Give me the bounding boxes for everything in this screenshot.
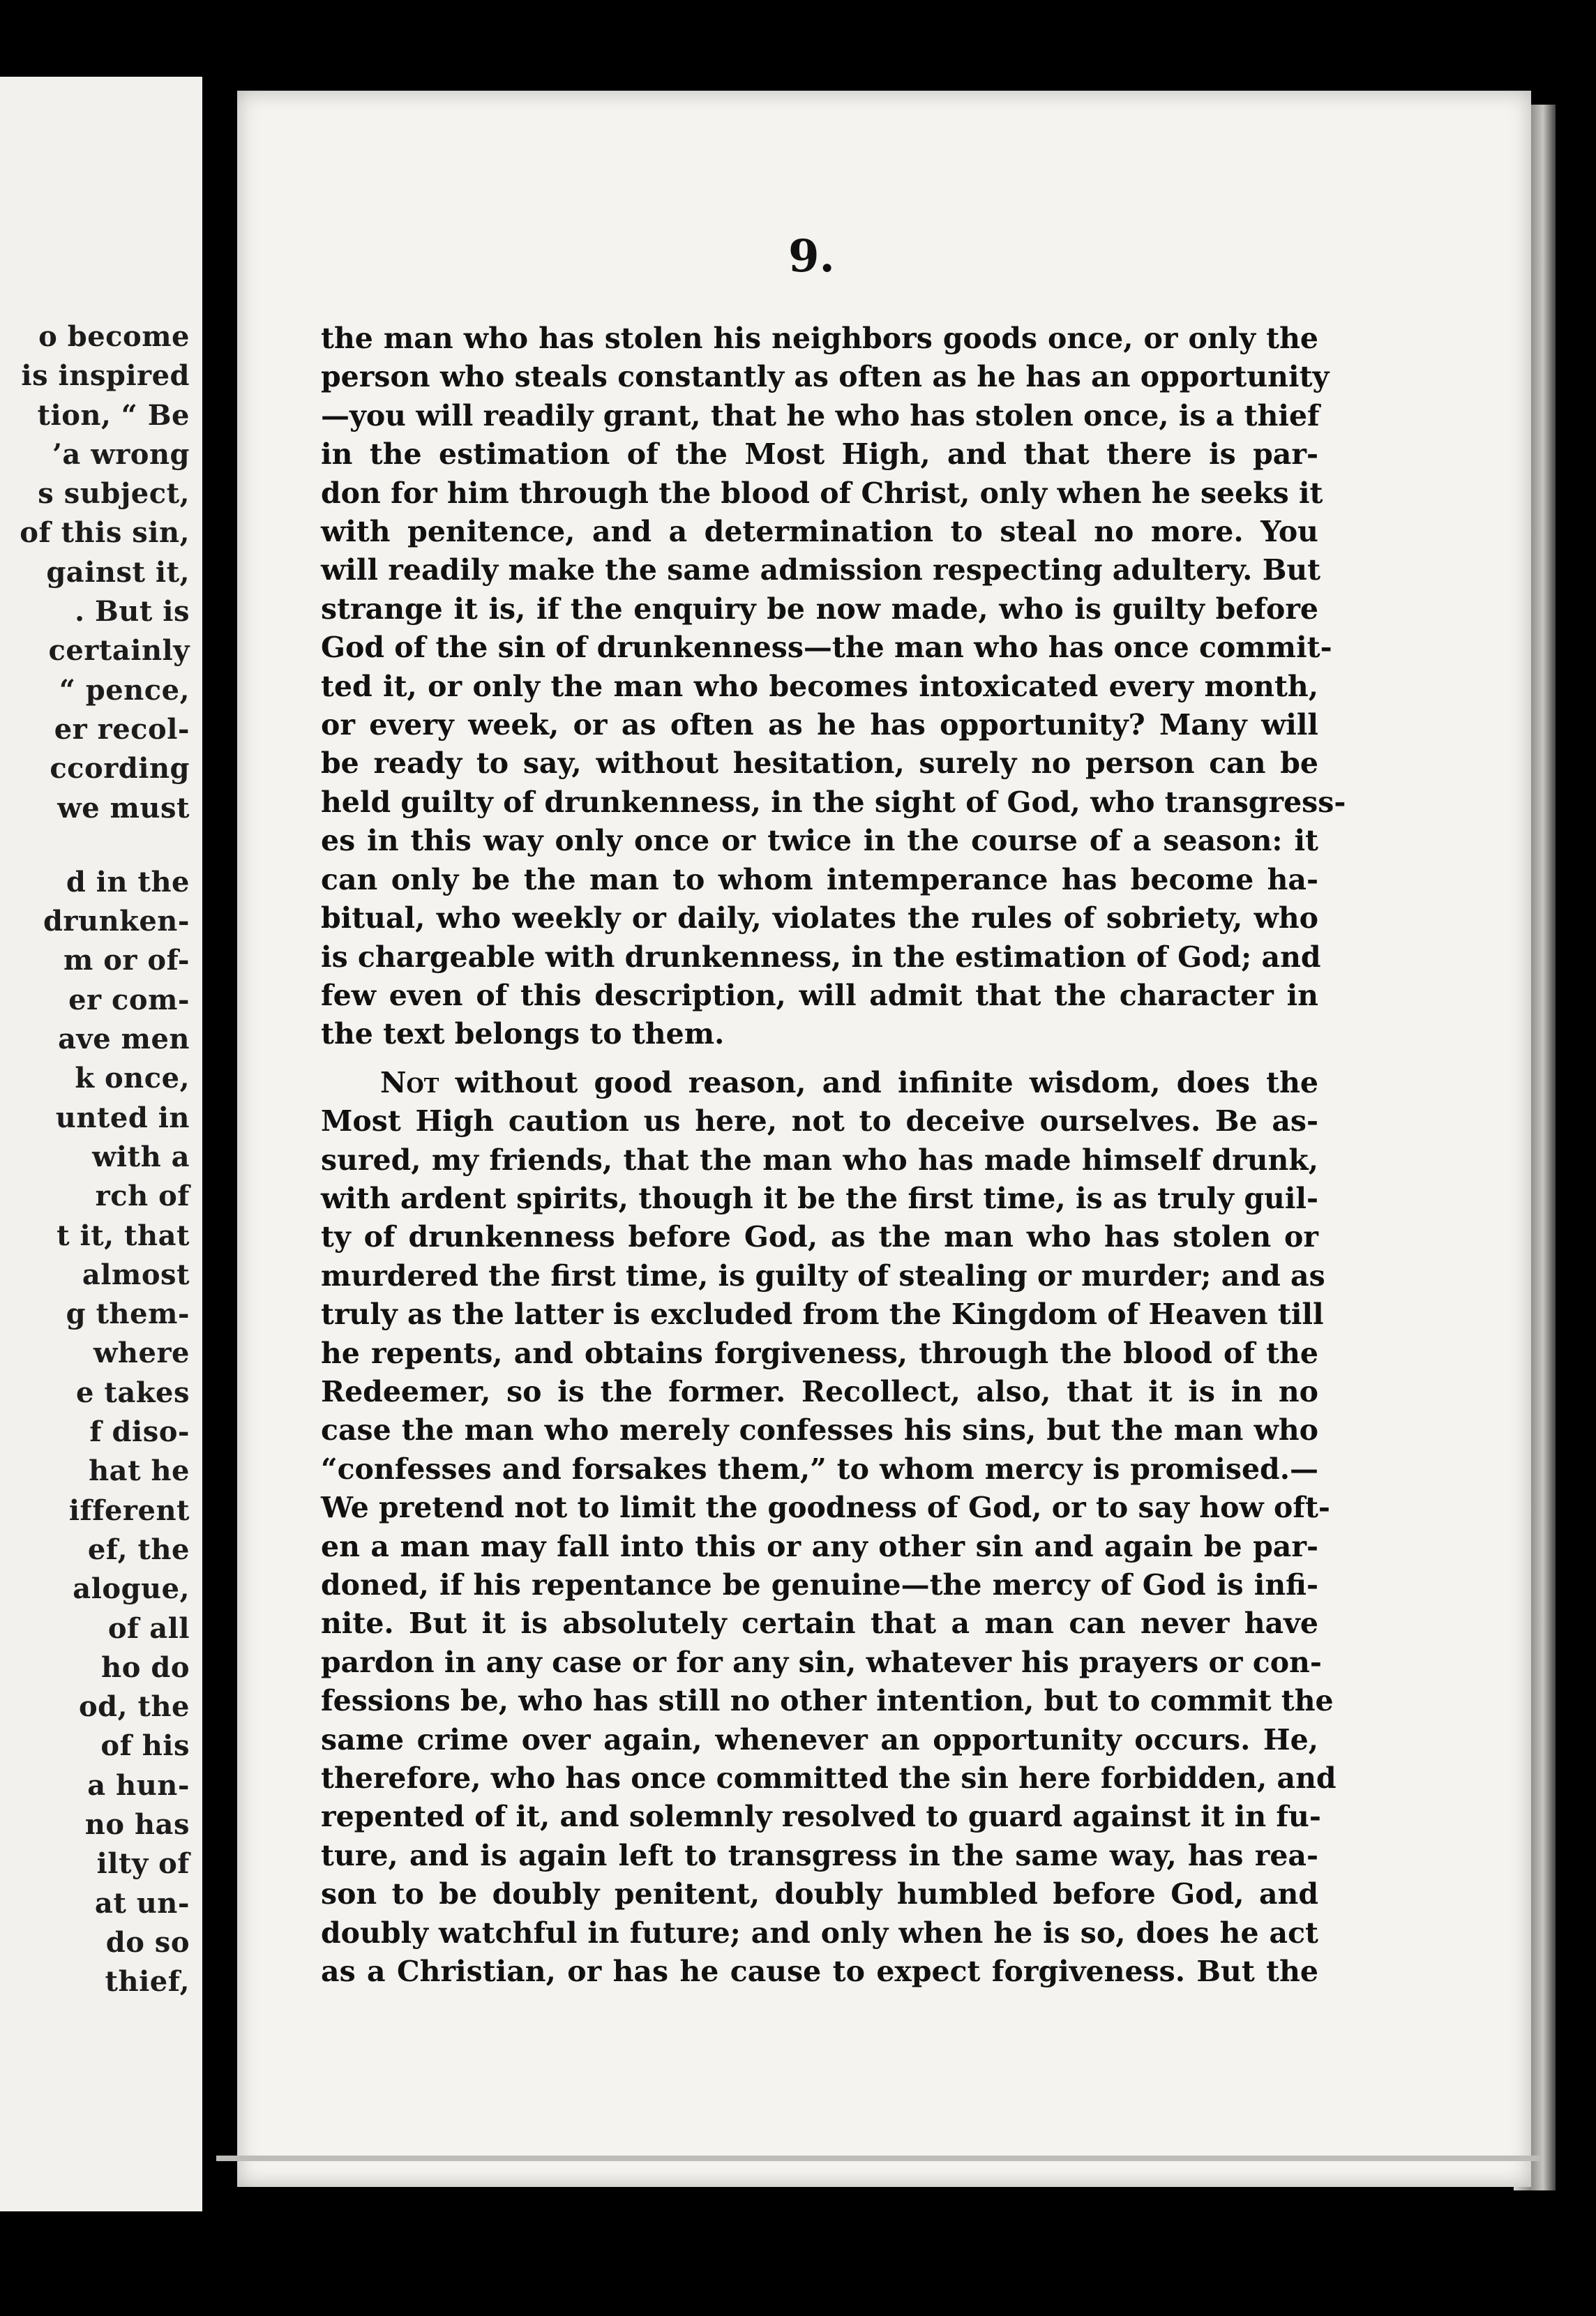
left-line-b-24: a hun- bbox=[87, 1768, 190, 1802]
p2-line-3: with ardent spirits, though it be the first time, is as truly guil- bbox=[321, 1181, 1318, 1215]
p1-line-4: in the estimation of the Most High, and that there is par- bbox=[321, 437, 1318, 472]
left-line-b-29: thief, bbox=[105, 1965, 190, 1999]
p2-line-7: he repents, and obtains forgiveness, through the blood of the bbox=[321, 1336, 1318, 1370]
p2-line-19: repented of it, and solemnly resolved to guard against it in fu- bbox=[321, 1800, 1321, 1834]
p2-line-12: en a man may fall into this or any other sin and again be par- bbox=[321, 1529, 1318, 1563]
page-number: 9. bbox=[788, 230, 835, 283]
left-line-b-20: of all bbox=[107, 1611, 190, 1645]
left-line-b-6: k once, bbox=[75, 1062, 190, 1095]
left-line-b-15: f diso- bbox=[89, 1415, 190, 1449]
left-line-b-1: d in the bbox=[66, 865, 190, 898]
left-line-a-13: we must bbox=[57, 791, 190, 825]
p1-line-10: ted it, or only the man who becomes intoxicated every month, bbox=[321, 669, 1318, 703]
left-line-b-10: t it, that bbox=[57, 1219, 190, 1252]
left-line-b-23: of his bbox=[100, 1729, 190, 1763]
left-line-b-4: er com- bbox=[68, 983, 190, 1016]
left-line-a-11: er recol- bbox=[54, 712, 190, 746]
left-line-b-2: drunken- bbox=[43, 905, 190, 938]
left-page-fragment bbox=[0, 77, 202, 2211]
left-line-a-8: . But is bbox=[75, 595, 190, 629]
p2-line-11: We pretend not to limit the goodness of God, or to say how oft- bbox=[321, 1491, 1330, 1525]
p1-line-5: don for him through the blood of Christ, only when he seeks it bbox=[321, 476, 1323, 510]
left-line-b-11: almost bbox=[82, 1258, 190, 1291]
p2-line-14: nite. But it is absolutely certain that a man can never have bbox=[321, 1607, 1318, 1641]
p1-line-6: with penitence, and a determination to steal no more. You bbox=[321, 515, 1318, 549]
left-line-b-28: do so bbox=[105, 1925, 190, 1959]
left-line-b-3: m or of- bbox=[63, 944, 190, 977]
p2-line-4: ty of drunkenness before God, as the man who has stolen or bbox=[321, 1220, 1318, 1254]
p2-line-18: therefore, who has once committed the sin here forbidden, and bbox=[321, 1761, 1337, 1796]
left-line-b-7: unted in bbox=[55, 1101, 190, 1134]
p2-line-2: sured, my friends, that the man who has made himself drunk, bbox=[321, 1143, 1318, 1177]
p1-line-17: is chargeable with drunkenness, in the estimation of God; and bbox=[321, 940, 1321, 974]
left-line-a-10: “ pence, bbox=[59, 673, 190, 707]
left-line-b-14: e takes bbox=[76, 1376, 190, 1409]
left-line-a-1: o become bbox=[38, 320, 190, 353]
p1-line-8: strange it is, if the enquiry be now made, who is guilty before bbox=[321, 592, 1318, 626]
paragraph-2-first-rest: without good reason, and infinite wisdom, does the bbox=[439, 1065, 1318, 1099]
left-line-b-13: where bbox=[93, 1337, 190, 1370]
left-line-a-3: tion, “ Be bbox=[37, 398, 190, 432]
p2-line-21: son to be doubly penitent, doubly humbled before God, and bbox=[321, 1877, 1318, 1911]
p2-line-9: case the man who merely confesses his sins, but the man who bbox=[321, 1413, 1318, 1448]
page-bottom-edge bbox=[216, 2156, 1542, 2161]
left-line-b-16: hat he bbox=[89, 1454, 190, 1488]
left-line-b-27: at un- bbox=[94, 1886, 190, 1920]
p1-line-3: —you will readily grant, that he who has stolen once, is a thief bbox=[321, 398, 1320, 433]
left-line-a-2: is inspired bbox=[21, 359, 190, 393]
p2-line-16: fessions be, who has still no other intention, but to commit the bbox=[321, 1684, 1334, 1718]
p1-line-14: es in this way only once or twice in the course of a season: it bbox=[321, 824, 1318, 858]
paragraph-2-first-line bbox=[321, 1064, 1318, 1102]
p2-line-13: doned, if his repentance be genuine—the mercy of God is infi- bbox=[321, 1568, 1318, 1602]
p2-line-17: same crime over again, whenever an opportunity occurs. He, bbox=[321, 1722, 1318, 1757]
paragraph-1 bbox=[321, 319, 1346, 1054]
left-line-b-25: no has bbox=[84, 1807, 190, 1841]
left-line-a-7: gainst it, bbox=[46, 555, 190, 589]
page-body-text bbox=[321, 319, 1346, 1991]
p1-line-18: few even of this description, will admit that the character in bbox=[321, 978, 1318, 1012]
left-line-b-8: with a bbox=[91, 1140, 190, 1173]
left-line-a-5: s subject, bbox=[38, 477, 190, 511]
paragraph-2 bbox=[321, 1064, 1337, 1992]
p2-line-20: ture, and is again left to transgress in the same way, has rea- bbox=[321, 1838, 1318, 1872]
left-line-a-9: certainly bbox=[48, 634, 190, 668]
left-line-a-4: ’a wrong bbox=[52, 437, 190, 471]
p2-line-23: as a Christian, or has he cause to expect forgiveness. But the bbox=[321, 1955, 1318, 1989]
p2-line-22: doubly watchful in future; and only when he is so, does he act bbox=[321, 1916, 1318, 1950]
left-line-b-21: ho do bbox=[101, 1650, 190, 1684]
left-page-text bbox=[20, 317, 190, 2001]
p1-line-7: will readily make the same admission respecting adultery. But bbox=[321, 553, 1321, 587]
left-line-b-22: od, the bbox=[78, 1690, 190, 1724]
left-line-b-17: ifferent bbox=[68, 1494, 190, 1527]
p2-line-15: pardon in any case or for any sin, whatever his prayers or con- bbox=[321, 1645, 1322, 1679]
p2-line-5: murdered the first time, is guilty of stealing or murder; and as bbox=[321, 1258, 1325, 1293]
left-line-a-6: of this sin, bbox=[20, 516, 190, 550]
p1-line-12: be ready to say, without hesitation, surely no person can be bbox=[321, 746, 1318, 781]
p1-line-15: can only be the man to whom intemperance has become ha- bbox=[321, 862, 1318, 896]
p1-line-1: the man who has stolen his neighbors goods once, or only the bbox=[321, 322, 1318, 355]
left-line-b-12: g them- bbox=[66, 1298, 190, 1331]
p2-line-8: Redeemer, so is the former. Recollect, also, that it is in no bbox=[321, 1374, 1318, 1408]
left-line-a-12: ccording bbox=[50, 752, 190, 785]
p1-line-9: God of the sin of drunkenness—the man who has once commit- bbox=[321, 631, 1332, 665]
left-line-b-26: ilty of bbox=[96, 1847, 190, 1881]
p2-line-1: Most High caution us here, not to deceive ourselves. Be as- bbox=[321, 1104, 1318, 1138]
p1-line-13: held guilty of drunkenness, in the sight of God, who transgress- bbox=[321, 785, 1346, 819]
p1-line-16: bitual, who weekly or daily, violates the rules of sobriety, who bbox=[321, 901, 1318, 935]
left-line-b-19: alogue, bbox=[73, 1572, 190, 1606]
left-line-b-5: ave men bbox=[58, 1023, 190, 1056]
left-line-b-18: ef, the bbox=[87, 1533, 190, 1566]
p2-line-6: truly as the latter is excluded from the Kingdom of Heaven till bbox=[321, 1298, 1324, 1332]
left-line-b-9: rch of bbox=[95, 1180, 190, 1213]
p2-line-10: “confesses and forsakes them,” to whom mercy is promised.— bbox=[321, 1452, 1318, 1486]
p1-line-2: person who steals constantly as often as he has an opportunity bbox=[321, 360, 1330, 394]
p1-line-19: the text belongs to them. bbox=[321, 1017, 725, 1051]
p1-line-11: or every week, or as often as he has opportunity? Many will bbox=[321, 708, 1318, 742]
paragraph-2-lead-word: Not bbox=[380, 1065, 439, 1099]
